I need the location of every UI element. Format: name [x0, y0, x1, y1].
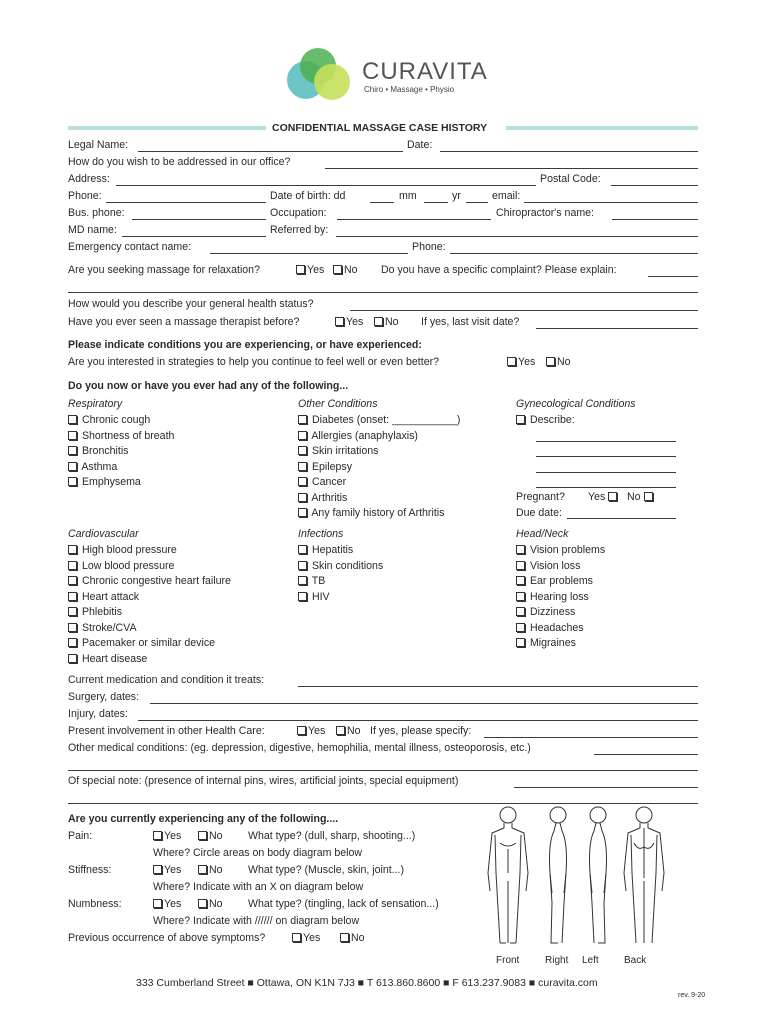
due-date-label: Due date: [516, 507, 562, 519]
checkbox-icon[interactable] [296, 265, 305, 274]
emergency-field[interactable] [210, 253, 408, 254]
numbness-yes[interactable]: Yes [153, 898, 181, 910]
view-left: Left [582, 955, 599, 966]
condition-item[interactable]: Chronic cough [68, 414, 174, 430]
footer-fax: F 613.237.9083 [452, 977, 526, 989]
email-label: email: [492, 190, 521, 202]
seen-yes[interactable]: Yes [335, 316, 363, 328]
health-question: How would you describe your general health status? [68, 298, 314, 310]
view-right: Right [545, 955, 569, 966]
other-medical-label: Other medical conditions: (eg. depression, digestive, hemophilia, mental illness, osteoporosis, etc.) [68, 742, 531, 754]
due-date-field[interactable] [567, 518, 676, 519]
condition-item[interactable]: Headaches [516, 622, 605, 638]
body-front-figure[interactable] [488, 807, 528, 943]
checkbox-icon[interactable] [68, 607, 77, 616]
checkbox-icon[interactable] [516, 638, 525, 647]
occupation-field[interactable] [337, 219, 491, 220]
pain-where: Where? Circle areas on body diagram below [153, 847, 363, 859]
head-neck-group [516, 528, 605, 653]
title-bar-left [68, 126, 266, 130]
cardio-group [68, 528, 231, 668]
pain-yes[interactable]: Yes [153, 830, 181, 842]
logo-name: CURAVITA [362, 58, 488, 85]
complaint-field-2[interactable] [68, 292, 698, 293]
checkbox-icon[interactable] [516, 576, 525, 585]
condition-item[interactable]: Heart disease [68, 653, 231, 669]
gyne-group [516, 398, 636, 430]
condition-item[interactable]: Heart attack [68, 591, 231, 607]
gyne-line-2[interactable] [536, 456, 676, 457]
dob-yr-field[interactable] [466, 202, 488, 203]
stiffness-label: Stiffness: [68, 864, 112, 876]
checkbox-icon[interactable] [516, 561, 525, 570]
health-field[interactable] [350, 310, 698, 311]
condition-item[interactable]: Migraines [516, 637, 605, 653]
checkbox-icon[interactable] [516, 545, 525, 554]
gyne-describe[interactable]: Describe: [516, 414, 636, 430]
condition-item[interactable]: Vision problems [516, 544, 605, 560]
surgery-label: Surgery, dates: [68, 691, 140, 703]
checkbox-icon[interactable] [336, 726, 345, 735]
relaxation-question: Are you seeking massage for relaxation? [68, 264, 260, 276]
injury-field[interactable] [138, 720, 698, 721]
numbness-type: What type? (tingling, lack of sensation...) [248, 898, 439, 910]
complaint-question: Do you have a specific complaint? Please explain: [381, 264, 617, 276]
gyne-line-4[interactable] [536, 487, 676, 488]
stiffness-no[interactable]: No [198, 864, 223, 876]
other-medical-field-2[interactable] [68, 770, 698, 771]
legal-name-field[interactable] [138, 151, 403, 152]
checkbox-icon[interactable] [298, 415, 307, 424]
checkbox-icon[interactable] [153, 831, 162, 840]
condition-item[interactable]: Allergies (anaphylaxis) [298, 430, 460, 446]
checkbox-icon[interactable] [298, 431, 307, 440]
body-diagram[interactable] [478, 803, 678, 951]
previous-yes[interactable]: Yes [292, 932, 320, 944]
medication-field[interactable] [298, 686, 698, 687]
condition-item[interactable]: TB [298, 575, 383, 591]
bus-phone-field[interactable] [132, 219, 266, 220]
dob-mm-field[interactable] [424, 202, 448, 203]
pregnant-label: Pregnant? [516, 491, 565, 503]
condition-item[interactable]: High blood pressure [68, 544, 231, 560]
condition-item[interactable]: Diabetes (onset: ___________) [298, 414, 460, 430]
checkbox-icon[interactable] [68, 415, 77, 424]
checkbox-icon[interactable] [374, 317, 383, 326]
checkbox-icon[interactable] [298, 446, 307, 455]
specify-label: If yes, please specify: [370, 725, 472, 737]
footer-tel: T 613.860.8600 [366, 977, 441, 989]
conditions-heading: Please indicate conditions you are experiencing, or have experienced: [68, 339, 422, 351]
strategies-no[interactable]: No [546, 356, 571, 368]
pain-label: Pain: [68, 830, 93, 842]
checkbox-icon[interactable] [335, 317, 344, 326]
phone-label: Phone: [68, 190, 102, 202]
checkbox-icon[interactable] [644, 492, 653, 501]
numbness-label: Numbness: [68, 898, 122, 910]
checkbox-icon[interactable] [298, 592, 307, 601]
postal-field[interactable] [611, 185, 698, 186]
special-note-field[interactable] [514, 787, 698, 788]
emergency-phone-label: Phone: [412, 241, 446, 253]
condition-item[interactable]: Chronic congestive heart failure [68, 575, 231, 591]
date-label: Date: [407, 139, 433, 151]
experiencing-heading: Are you currently experiencing any of the following.... [68, 813, 339, 825]
checkbox-icon[interactable] [198, 865, 207, 874]
checkbox-icon[interactable] [198, 831, 207, 840]
checkbox-icon[interactable] [68, 545, 77, 554]
checkbox-icon[interactable] [68, 654, 77, 663]
checkbox-icon[interactable] [516, 623, 525, 632]
checkbox-icon[interactable] [153, 899, 162, 908]
checkbox-icon[interactable] [507, 357, 516, 366]
pregnant-no[interactable]: No [627, 491, 655, 503]
checkbox-icon[interactable] [68, 477, 77, 486]
square-icon: ■ [247, 977, 254, 989]
condition-item[interactable]: Pacemaker or similar device [68, 637, 231, 653]
checkbox-icon[interactable] [298, 493, 307, 502]
condition-item[interactable]: Hearing loss [516, 591, 605, 607]
gyne-line-1[interactable] [536, 441, 676, 442]
checkbox-icon[interactable] [516, 607, 525, 616]
emergency-phone-field[interactable] [450, 253, 698, 254]
health-care-no[interactable]: No [336, 725, 361, 737]
checkbox-icon[interactable] [68, 592, 77, 601]
square-icon: ■ [357, 977, 365, 989]
address-field[interactable] [116, 185, 536, 186]
last-visit-field[interactable] [536, 328, 698, 329]
checkbox-icon[interactable] [298, 561, 307, 570]
md-name-field[interactable] [122, 236, 266, 237]
other-title: Other Conditions [298, 398, 378, 410]
other-conditions-group [298, 398, 460, 523]
square-icon: ■ [443, 977, 450, 989]
stiffness-type: What type? (Muscle, skin, joint...) [248, 864, 405, 876]
checkbox-icon[interactable] [298, 462, 307, 471]
condition-item[interactable]: Hepatitis [298, 544, 383, 560]
dob-yr-label: yr [452, 190, 461, 202]
checkbox-icon[interactable] [340, 933, 349, 942]
referred-label: Referred by: [270, 224, 329, 236]
relax-no[interactable]: No [333, 264, 358, 276]
condition-item[interactable]: Asthma [68, 461, 174, 477]
dob-dd-field[interactable] [370, 202, 394, 203]
md-name-label: MD name: [68, 224, 117, 236]
complaint-field[interactable] [648, 276, 698, 277]
address-as-field[interactable] [325, 168, 698, 169]
health-care-label: Present involvement in other Health Care: [68, 725, 265, 737]
body-left-figure[interactable] [590, 807, 607, 943]
infections-group [298, 528, 383, 606]
condition-item[interactable]: Bronchitis [68, 445, 174, 461]
relax-yes[interactable]: Yes [296, 264, 324, 276]
head-title: Head/Neck [516, 528, 569, 540]
condition-item[interactable]: Low blood pressure [68, 560, 231, 576]
respiratory-title: Respiratory [68, 398, 123, 410]
dob-label: Date of birth: dd [270, 190, 346, 202]
checkbox-icon[interactable] [516, 415, 525, 424]
checkbox-icon[interactable] [608, 492, 617, 501]
infections-title: Infections [298, 528, 344, 540]
email-field[interactable] [524, 202, 698, 203]
legal-name-label: Legal Name: [68, 139, 129, 151]
footer [136, 977, 598, 989]
previous-label: Previous occurrence of above symptoms? [68, 932, 266, 944]
condition-item[interactable]: Phlebitis [68, 606, 231, 622]
condition-item[interactable]: Stroke/CVA [68, 622, 231, 638]
checkbox-icon[interactable] [298, 508, 307, 517]
condition-item[interactable]: Skin conditions [298, 560, 383, 576]
respiratory-group [68, 398, 174, 492]
checkbox-icon[interactable] [298, 545, 307, 554]
following-heading: Do you now or have you ever had any of the following... [68, 380, 349, 392]
last-visit-label: If yes, last visit date? [421, 316, 520, 328]
body-right-figure[interactable] [550, 807, 567, 943]
pregnant-yes[interactable]: Yes [588, 491, 619, 503]
checkbox-icon[interactable] [292, 933, 301, 942]
stiffness-where: Where? Indicate with an X on diagram below [153, 881, 364, 893]
condition-item[interactable]: Emphysema [68, 476, 174, 492]
form-title: CONFIDENTIAL MASSAGE CASE HISTORY [272, 122, 488, 134]
footer-city: Ottawa, ON K1N 7J3 [256, 977, 355, 989]
footer-address: 333 Cumberland Street [136, 977, 245, 989]
condition-item[interactable]: Any family history of Arthritis [298, 507, 460, 523]
condition-item[interactable]: Ear problems [516, 575, 605, 591]
pain-no[interactable]: No [198, 830, 223, 842]
checkbox-icon[interactable] [68, 431, 77, 440]
address-as-label: How do you wish to be addressed in our office? [68, 156, 291, 168]
condition-item[interactable]: Skin irritations [298, 445, 460, 461]
health-care-yes[interactable]: Yes [297, 725, 325, 737]
checkbox-icon[interactable] [297, 726, 306, 735]
chiro-name-label: Chiropractor's name: [496, 207, 594, 219]
condition-item[interactable]: Shortness of breath [68, 430, 174, 446]
surgery-field[interactable] [150, 703, 698, 704]
checkbox-icon[interactable] [198, 899, 207, 908]
checkbox-icon[interactable] [333, 265, 342, 274]
body-back-figure[interactable] [624, 807, 664, 943]
dob-mm-label: mm [399, 190, 417, 202]
condition-item[interactable]: Epilepsy [298, 461, 460, 477]
condition-item[interactable]: Arthritis [298, 492, 460, 508]
logo-tagline: Chiro • Massage • Physio [364, 85, 455, 94]
referred-field[interactable] [336, 236, 698, 237]
pain-type: What type? (dull, sharp, shooting...) [248, 830, 416, 842]
checkbox-icon[interactable] [68, 462, 77, 471]
condition-item[interactable]: Cancer [298, 476, 460, 492]
logo-mark [284, 46, 356, 106]
checkbox-icon[interactable] [516, 592, 525, 601]
footer-web[interactable]: curavita.com [538, 977, 598, 989]
special-note-label: Of special note: (presence of internal pins, wires, artificial joints, special equipment) [68, 775, 459, 787]
cardio-title: Cardiovascular [68, 528, 139, 540]
other-medical-field[interactable] [594, 754, 698, 755]
seen-no[interactable]: No [374, 316, 399, 328]
checkbox-icon[interactable] [298, 477, 307, 486]
checkbox-icon[interactable] [68, 638, 77, 647]
chiro-name-field[interactable] [612, 219, 698, 220]
condition-item[interactable]: Vision loss [516, 560, 605, 576]
strategies-question: Are you interested in strategies to help you continue to feel well or even better? [68, 356, 440, 368]
checkbox-icon[interactable] [68, 561, 77, 570]
bus-phone-label: Bus. phone: [68, 207, 125, 219]
numbness-where: Where? Indicate with ////// on diagram below [153, 915, 360, 927]
postal-label: Postal Code: [540, 173, 601, 185]
specify-field[interactable] [484, 737, 698, 738]
checkbox-icon[interactable] [68, 623, 77, 632]
checkbox-icon[interactable] [68, 576, 77, 585]
gyne-line-3[interactable] [536, 472, 676, 473]
medication-label: Current medication and condition it treats: [68, 674, 265, 686]
previous-no[interactable]: No [340, 932, 365, 944]
occupation-label: Occupation: [270, 207, 327, 219]
date-field[interactable] [440, 151, 698, 152]
revision: rev. 9-20 [678, 992, 706, 999]
checkbox-icon[interactable] [68, 446, 77, 455]
checkbox-icon[interactable] [298, 576, 307, 585]
view-back: Back [624, 955, 647, 966]
title-bar-right [506, 126, 698, 130]
checkbox-icon[interactable] [546, 357, 555, 366]
phone-field[interactable] [106, 202, 266, 203]
condition-item[interactable]: HIV [298, 591, 383, 607]
seen-question: Have you ever seen a massage therapist before? [68, 316, 300, 328]
injury-label: Injury, dates: [68, 708, 128, 720]
address-label: Address: [68, 173, 110, 185]
view-front: Front [496, 955, 520, 966]
numbness-no[interactable]: No [198, 898, 223, 910]
stiffness-yes[interactable]: Yes [153, 864, 181, 876]
condition-item[interactable]: Dizziness [516, 606, 605, 622]
checkbox-icon[interactable] [153, 865, 162, 874]
square-icon: ■ [528, 977, 536, 989]
strategies-yes[interactable]: Yes [507, 356, 535, 368]
emergency-label: Emergency contact name: [68, 241, 192, 253]
gyne-title: Gynecological Conditions [516, 398, 636, 410]
